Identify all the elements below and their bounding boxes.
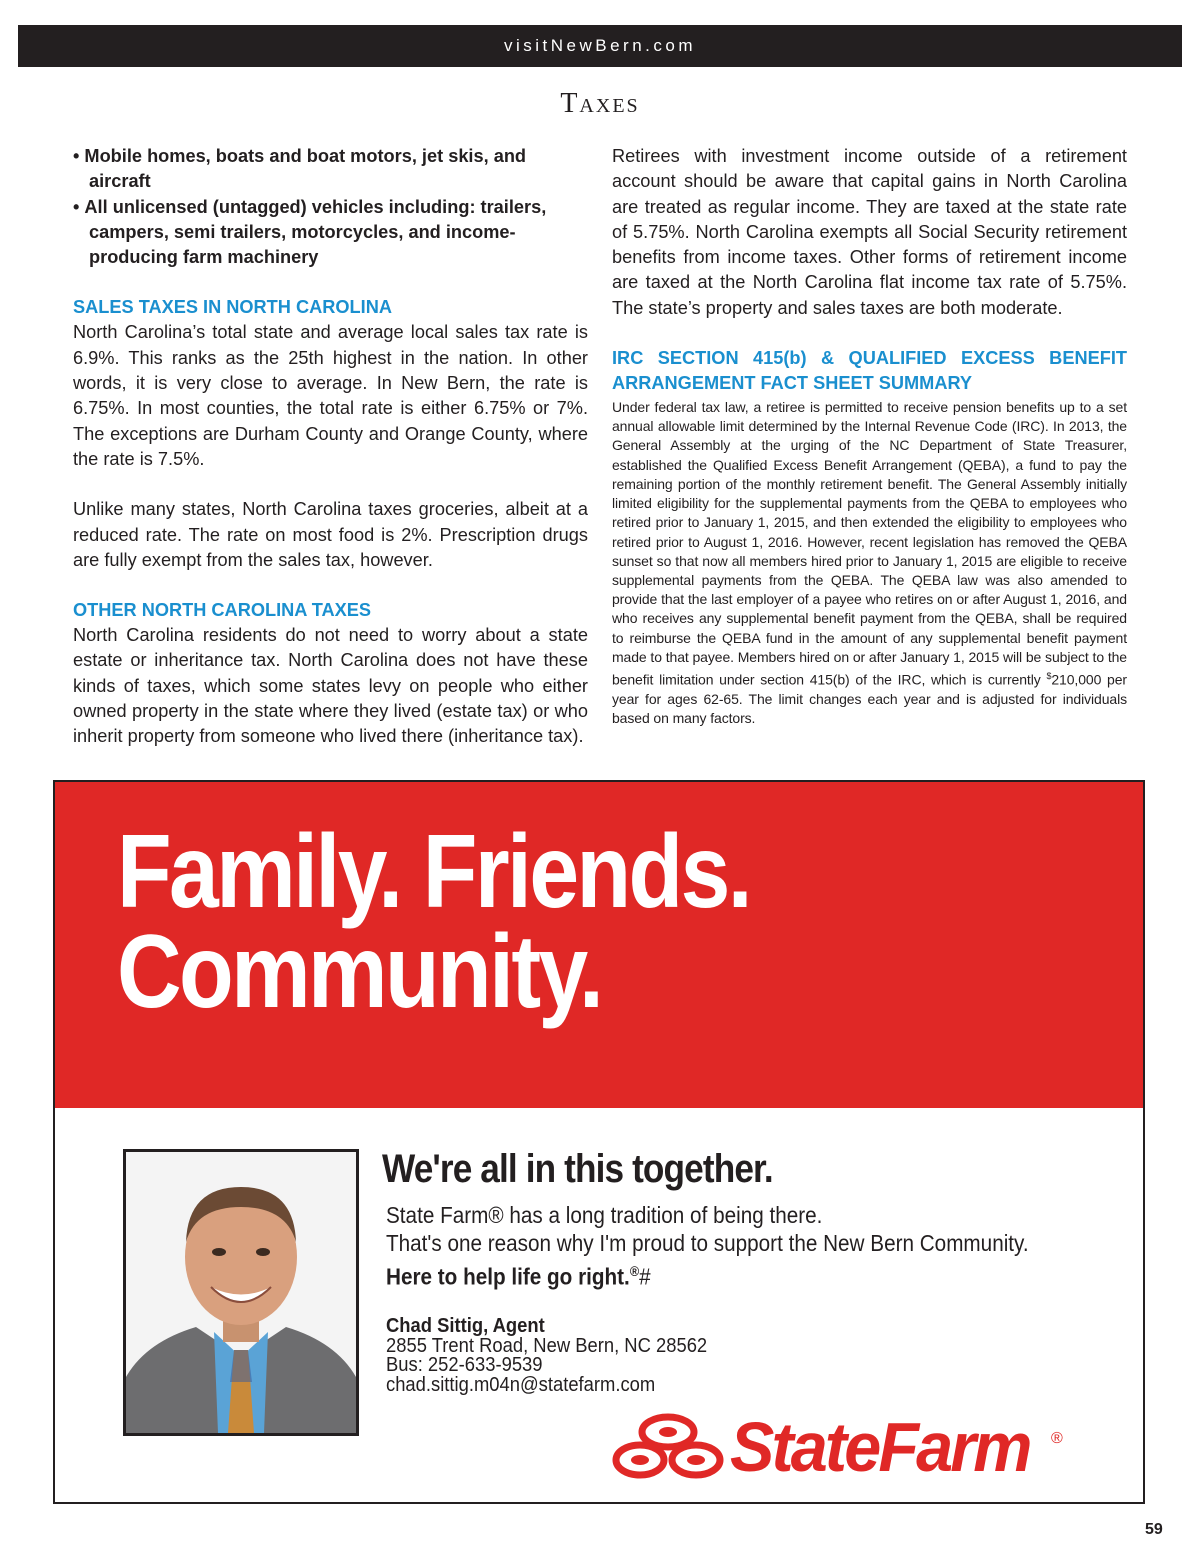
state-farm-advertisement xyxy=(53,780,1145,1504)
ad-headline xyxy=(117,814,751,1030)
left-column xyxy=(73,144,588,750)
irc-text-end: 210,000 per year for ages 62-65. The limit changes each year and is adjusted for individuals based on many factors. xyxy=(612,671,1127,726)
retirees-paragraph: Retirees with investment income outside of a retirement account should be aware that capital gains in North Carolina are treated as regular income. They are taxed at the state rate of 5.75%. North Carolina exempts all Social Security retirement benefits from income taxes. Other forms of retirement income are taxed at the North Carolina flat income tax rate of 5.75%. The state’s property and sales taxes are both moderate. xyxy=(612,146,1127,318)
agent-photo xyxy=(123,1149,359,1436)
agent-contact xyxy=(386,1317,707,1395)
ad-slogan-text: Here to help life go right. xyxy=(386,1263,630,1290)
agent-portrait-illustration xyxy=(126,1152,356,1433)
list-item: • All unlicensed (untagged) vehicles including: trailers, campers, semi trailers, motorcycles, and income-producing farm machinery xyxy=(73,195,588,271)
agent-email: chad.sittig.m04n@statefarm.com xyxy=(386,1373,656,1396)
other-taxes-paragraph: North Carolina residents do not need to worry about a state estate or inheritance tax. North Carolina does not have these kinds of taxes, which some states levy on people who either owned property in the state where they lived (estate tax) or who inherit property from someone who lived there (inheritance tax). xyxy=(73,625,588,747)
other-taxes-heading: OTHER NORTH CAROLINA TAXES xyxy=(73,600,372,621)
agent-address: 2855 Trent Road, New Bern, NC 28562 xyxy=(386,1334,708,1357)
ad-body-line: State Farm® has a long tradition of being there. xyxy=(386,1202,823,1228)
list-item: • Mobile homes, boats and boat motors, jet skis, and aircraft xyxy=(73,144,588,195)
site-banner xyxy=(18,25,1182,67)
ad-headline-line: Community. xyxy=(117,914,602,1030)
state-farm-logo xyxy=(612,1408,1082,1486)
ad-slogan-suffix: # xyxy=(639,1263,651,1290)
ad-body xyxy=(386,1201,1029,1291)
logo-registered-mark: ® xyxy=(1051,1430,1063,1447)
irc-text: Under federal tax law, a retiree is permitted to receive pension benefits up to a set annual allowable limit determined by the Internal Revenue Code (IRC). In 2013, the General Assembly at the urging of the NC Department of State Treasurer, established the Qualified Excess Benefit Arrangement (QEBA), a fund to pay the remaining portion of the monthly retirement benefit. The General Assembly initially limited eligibility for the supplemental payments from the QEBA to employees who retired prior to January 1, 2015, and then extended the eligibility to employees who retired prior to August 1, 2016. However, recent legislation has removed the QEBA sunset so that now all members hired prior to January 1, 2015 are eligible to receive supplemental payments from the QEBA. The QEBA law was also amended to provide that the last employer of a payee who retires on or after August 1, 2016, and who receives any supplemental benefit payment from the QEBA, shall be required to reimburse the QEBA fund in the amount of any supplemental benefit payment made to that payee. Members hired on or after January 1, 2015 will be subject to the benefit limitation under section 415(b) of the IRC, which is currently xyxy=(612,399,1127,688)
page-title: Taxes xyxy=(560,88,640,119)
three-ovals-icon xyxy=(612,1412,724,1482)
groceries-paragraph: Unlike many states, North Carolina taxes groceries, albeit at a reduced rate. The rate on most food is 2%. Prescription drugs are fully exempt from the sales tax, however. xyxy=(73,499,588,570)
irc-heading: IRC SECTION 415(b) & QUALIFIED EXCESS BENEFIT ARRANGEMENT FACT SHEET SUMMARY xyxy=(612,348,1127,394)
state-farm-wordmark: StateFarm xyxy=(730,1408,1030,1486)
irc-paragraph xyxy=(612,398,1127,728)
agent-phone: Bus: 252-633-9539 xyxy=(386,1354,543,1376)
registered-mark: ® xyxy=(629,1263,640,1279)
dollar-superscript: $ xyxy=(1046,670,1052,681)
ad-headline-banner xyxy=(55,782,1145,1108)
page-number: 59 xyxy=(1145,1521,1163,1538)
sales-tax-heading: SALES TAXES IN NORTH CAROLINA xyxy=(73,297,392,318)
site-url: visitNewBern.com xyxy=(503,36,697,55)
sales-tax-paragraph: North Carolina’s total state and average local sales tax rate is 6.9%. This ranks as the 25th highest in the nation. In other words, it is very close to average. In New Bern, the rate is 6.75%. In most counties, the total rate is either 6.75% or 7%. The exceptions are Durham County and Orange County, where the rate is 7.5%. xyxy=(73,322,588,469)
ad-headline-line: Family. Friends. xyxy=(117,814,751,930)
ad-body-line: That's one reason why I'm proud to support the New Bern Community. xyxy=(386,1230,1029,1256)
ad-tagline: We're all in this together. xyxy=(382,1147,773,1191)
right-column xyxy=(612,144,1127,728)
agent-name: Chad Sittig, Agent xyxy=(386,1315,545,1337)
taxable-items-list xyxy=(73,144,588,270)
ad-slogan xyxy=(386,1257,1029,1291)
